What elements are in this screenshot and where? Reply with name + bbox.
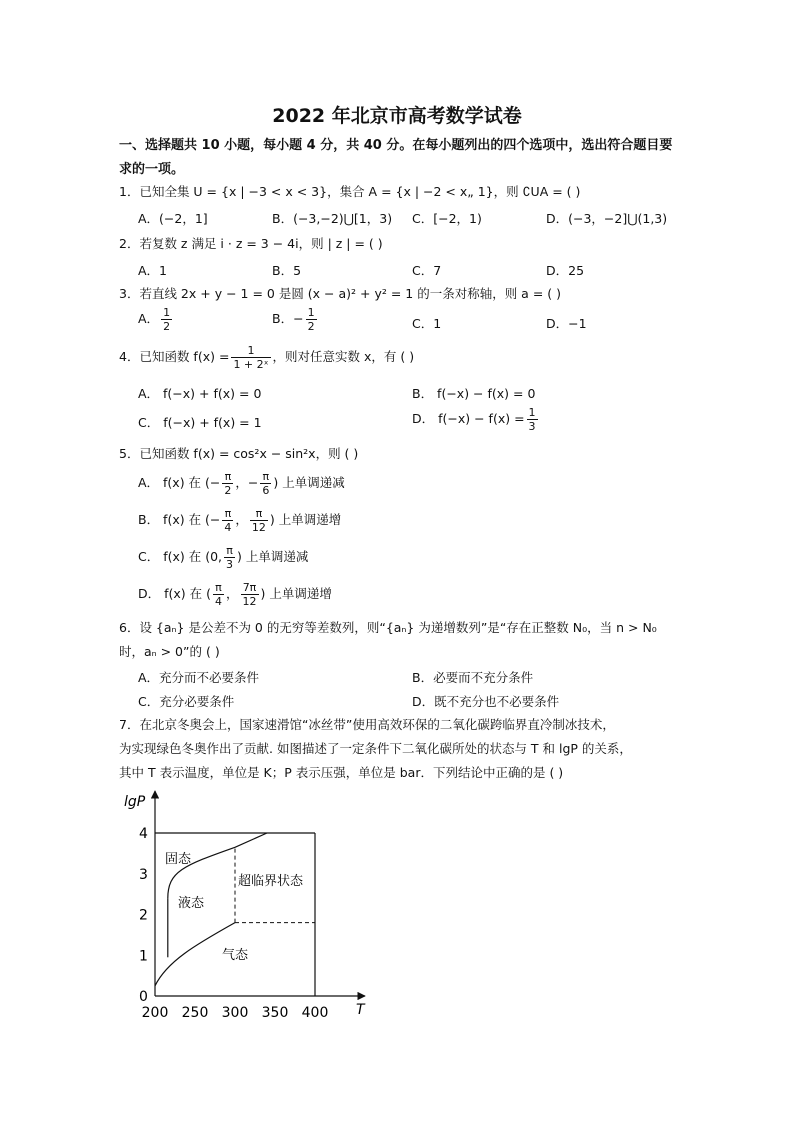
question-6-option-b: B．必要而不充分条件: [412, 670, 534, 685]
fraction: [250, 507, 268, 534]
stem-prefix: 4．已知函数 f(x) =: [119, 349, 230, 364]
question-6-option-d: D．既不充分也不必要条件: [412, 694, 560, 709]
question-6-option-a: A．充分而不必要条件: [138, 670, 260, 685]
y-tick-label: 3: [139, 866, 148, 883]
option-text: ，−: [235, 475, 259, 490]
fraction: [224, 544, 235, 571]
region-label-liquid: 液态: [178, 896, 205, 911]
question-3-option-d: D．−1: [546, 316, 587, 331]
denominator: 1 + 2ˣ: [233, 358, 269, 371]
option-text: D． f(x) 在 (: [138, 586, 211, 601]
question-2-option-a: A．1: [138, 263, 168, 278]
question-6-stem-line-1: 6．设 {aₙ} 是公差不为 0 的无穷等差数列，则“{aₙ} 为递增数列”是“存在正整数 N₀，当 n > N₀: [119, 620, 657, 635]
question-5-option-a: [138, 470, 345, 497]
fraction: [222, 507, 233, 534]
x-tick-label: 400: [301, 1005, 329, 1021]
question-7-stem-line-2: 为实现绿色冬奥作出了贡献. 如图描述了一定条件下二氧化碳所处的状态与 T 和 lgP 的关系，: [119, 741, 632, 756]
question-6-option-c: C．充分必要条件: [138, 694, 235, 709]
x-tick-label: 200: [141, 1005, 169, 1021]
question-4-option-d: [412, 406, 540, 433]
numerator: π: [260, 470, 271, 484]
option-text: ) 上单调递减: [273, 475, 345, 490]
fraction: [527, 406, 538, 433]
x-tick-label: 250: [181, 1005, 209, 1021]
denominator: 2: [163, 320, 171, 333]
question-2-option-b: B．5: [272, 263, 302, 278]
question-7-stem-line-1: 7．在北京冬奥会上，国家速滑馆“冰丝带”使用高效环保的二氧化碳跨临界直冷制冰技术，: [119, 717, 615, 732]
numerator: 1: [231, 344, 270, 358]
fraction: [306, 306, 317, 333]
numerator: 7π: [241, 581, 259, 595]
option-text: ，: [225, 586, 239, 601]
fraction: [241, 581, 259, 608]
question-2-stem: 2．若复数 z 满足 i · z = 3 − 4i，则 | z | = ( ): [119, 236, 383, 251]
denominator: 4: [214, 595, 222, 608]
y-axis-label: lgP: [124, 794, 146, 810]
question-4-option-a: A． f(−x) + f(x) = 0: [138, 386, 262, 401]
question-5-stem: 5．已知函数 f(x) = cos²x − sin²x，则 ( ): [119, 446, 359, 461]
denominator: 3: [226, 558, 234, 571]
y-tick-label: 4: [139, 826, 148, 842]
y-tick-label: 2: [139, 907, 148, 924]
numerator: π: [222, 470, 233, 484]
option-text: B． f(x) 在 (−: [138, 512, 221, 527]
question-1-stem: 1．已知全集 U = {x | −3 < x < 3}，集合 A = {x | −2 < x„ 1}，则 ∁UA = ( ): [119, 184, 581, 199]
numerator: π: [250, 507, 268, 521]
question-3-stem: 3．若直线 2x + y − 1 = 0 是圆 (x − a)² + y² = 1 的一条对称轴，则 a = ( ): [119, 286, 561, 301]
question-5-option-d: [138, 581, 332, 608]
numerator: 1: [307, 306, 315, 319]
denominator: 3: [528, 420, 536, 433]
region-label-gas: 气态: [222, 948, 249, 963]
question-4-option-b: B． f(−x) − f(x) = 0: [412, 386, 536, 401]
question-6-stem-line-2: 时，aₙ > 0”的 ( ): [119, 644, 220, 659]
question-3-option-b: [272, 306, 319, 333]
question-7-stem-line-3: 其中 T 表示温度，单位是 K；P 表示压强，单位是 bar．下列结论中正确的是 ( ): [119, 765, 564, 780]
x-tick-labels: [142, 1005, 329, 1021]
question-1-option-a: A．(−2，1]: [138, 211, 208, 226]
option-text: D． f(−x) − f(x) =: [412, 411, 525, 426]
x-tick-label: 350: [261, 1005, 289, 1021]
numerator: 1: [163, 306, 171, 319]
question-1-option-c: C．[−2，1): [412, 211, 482, 226]
page-title: 2022 年北京市高考数学试卷: [272, 105, 522, 127]
numerator: π: [222, 507, 233, 521]
option-text: A． f(x) 在 (−: [138, 475, 221, 490]
question-5-option-c: [138, 544, 308, 571]
question-5-option-b: [138, 507, 341, 534]
option-text: C． f(x) 在 (0,: [138, 549, 223, 564]
option-label: A．: [138, 311, 160, 326]
stem-suffix: ，则对任意实数 x，有 ( ): [272, 349, 415, 364]
denominator: 12: [242, 595, 257, 608]
denominator: 12: [251, 521, 266, 534]
question-1-option-d: D．(−3，−2]⋃(1,3): [546, 211, 668, 226]
question-3-option-c: C．1: [412, 316, 442, 331]
numerator: 1: [528, 406, 536, 419]
y-tick-labels: [139, 826, 148, 1005]
fraction: [260, 470, 271, 497]
x-tick-label: 300: [221, 1005, 249, 1021]
fraction: [161, 306, 172, 333]
denominator: 4: [224, 521, 232, 534]
y-tick-label: 1: [139, 948, 148, 965]
section-heading: 一、选择题共 10 小题，每小题 4 分，共 40 分。在每小题列出的四个选项中，选出符合题目要求的一项。: [119, 138, 673, 177]
x-axis-label: T: [356, 1002, 365, 1018]
option-label: B．−: [272, 311, 304, 326]
question-2-option-c: C．7: [412, 263, 442, 278]
fraction: [213, 581, 224, 608]
question-4-stem: [119, 344, 414, 371]
option-text: ) 上单调递增: [269, 512, 342, 527]
region-label-solid: 固态: [165, 852, 192, 867]
denominator: 6: [262, 484, 270, 497]
denominator: 2: [307, 320, 315, 333]
option-text: ，: [235, 512, 248, 527]
phase-diagram-chart: [110, 785, 390, 1025]
fraction: [231, 344, 270, 371]
numerator: π: [224, 544, 235, 558]
question-3-option-a: [138, 306, 174, 333]
question-2-option-d: D．25: [546, 263, 585, 278]
y-tick-label: 0: [139, 989, 148, 1005]
fraction: [222, 470, 233, 497]
question-1-option-b: B．(−3,−2)⋃[1，3): [272, 211, 393, 226]
option-text: ) 上单调递减: [237, 549, 309, 564]
question-4-option-c: C． f(−x) + f(x) = 1: [138, 415, 262, 430]
region-label-supercritical: 超临界状态: [238, 874, 304, 889]
numerator: π: [213, 581, 224, 595]
option-text: ) 上单调递增: [260, 586, 332, 601]
denominator: 2: [224, 484, 232, 497]
